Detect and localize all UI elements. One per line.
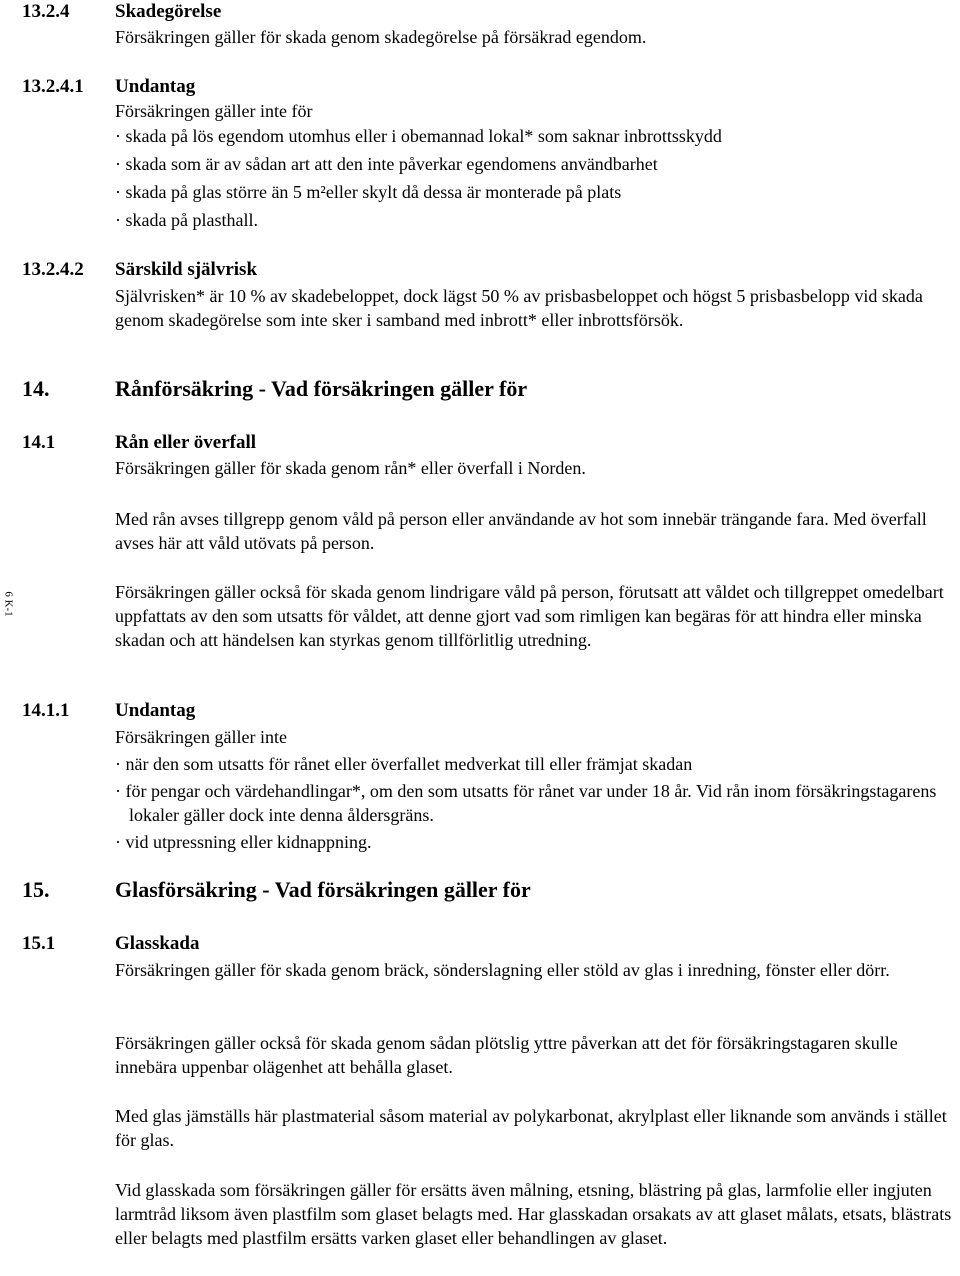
section-number: 14.1 <box>22 432 56 453</box>
section-title: Skadegörelse <box>115 1 222 22</box>
section-title: Rån eller överfall <box>115 432 257 453</box>
list-item: · skada som är av sådan art att den inte påverkar egendomens användbarhet <box>115 154 658 174</box>
paragraph: Försäkringen gäller för skada genom skadegörelse på försäkrad egendom. <box>115 27 647 47</box>
paragraph: Försäkringen gäller också för skada genom sådan plötslig yttre påverkan att det för försäkringstagaren skulle innebära uppenbar olägenhet att behålla glaset. <box>115 1033 898 1077</box>
paragraph: Självrisken* är 10 % av skadebeloppet, dock lägst 50 % av prisbasbeloppet och högst 5 prisbasbelopp vid skada genom skadegörelse som inte sker i samband med inbrott* eller inbrottsförsök. <box>115 286 923 330</box>
paragraph: Försäkringen gäller för skada genom rån* eller överfall i Norden. <box>115 458 586 478</box>
section-title: Undantag <box>115 76 196 97</box>
list-item: · skada på glas större än 5 m²eller skylt då dessa är monterade på plats <box>115 182 622 202</box>
chapter-number: 15. <box>22 877 50 902</box>
paragraph: Med rån avses tillgrepp genom våld på person eller användande av hot som innebär trängande fara. Med överfall avses här att våld utövats på person. <box>115 509 927 553</box>
list-item: · när den som utsatts för rånet eller överfallet medverkat till eller främjat skadan <box>115 754 693 774</box>
chapter-title: Rånförsäkring - Vad försäkringen gäller för <box>115 376 528 401</box>
list-item: · skada på plasthall. <box>115 210 258 230</box>
section-title: Undantag <box>115 700 196 721</box>
section-number: 15.1 <box>22 933 56 954</box>
chapter-title: Glasförsäkring - Vad försäkringen gäller för <box>115 877 531 902</box>
paragraph: Vid glasskada som försäkringen gäller för ersätts även målning, etsning, blästring på glas, larmfolie eller ingjuten larmtråd liksom även plastfilm som glaset belagts med. Har glasskadan orsakats av att glaset målats, etsats, blästrats eller belagts med plastfilm ersätts varken glaset eller behandlingen av glaset. <box>115 1180 952 1248</box>
section-title: Särskild självrisk <box>115 259 258 280</box>
paragraph: Försäkringen gäller inte för <box>115 101 313 121</box>
paragraph: Försäkringen gäller för skada genom bräck, sönderslagning eller stöld av glas i inredning, fönster eller dörr. <box>115 960 890 980</box>
section-number: 14.1.1 <box>22 700 70 721</box>
section-number: 13.2.4.1 <box>22 76 84 97</box>
chapter-number: 14. <box>22 376 50 401</box>
side-label: 6 K-1 <box>2 591 15 617</box>
section-number: 13.2.4 <box>22 1 70 22</box>
paragraph: Försäkringen gäller inte <box>115 727 287 747</box>
list-item: · skada på lös egendom utomhus eller i obemannad lokal* som saknar inbrottsskydd <box>115 126 722 146</box>
section-title: Glasskada <box>115 933 200 954</box>
paragraph: Med glas jämställs här plastmaterial såsom material av polykarbonat, akrylplast eller liknande som används i stället för glas. <box>115 1106 947 1150</box>
list-item: · för pengar och värdehandlingar*, om den som utsatts för rånet var under 18 år. Vid rån inom försäkringstagarens lokaler gäller dock inte denna åldersgräns. <box>115 781 937 825</box>
paragraph: Försäkringen gäller också för skada genom lindrigare våld på person, förutsatt att våldet och tillgreppet omedelbart uppfattats av den som utsatts för våldet, att denne gjort vad som rimligen kan begäras för att hindra eller minska skadan och att händelsen kan styrkas genom tillförlitlig utredning. <box>115 582 944 650</box>
section-number: 13.2.4.2 <box>22 259 84 280</box>
list-item: · vid utpressning eller kidnappning. <box>115 832 372 852</box>
